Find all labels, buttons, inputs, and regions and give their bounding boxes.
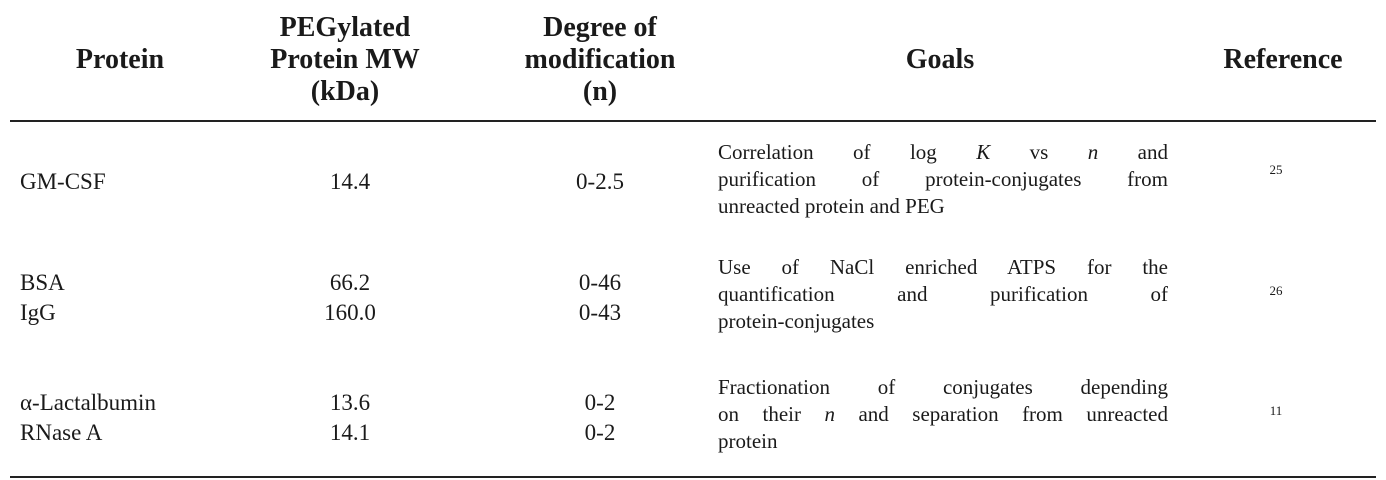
goals-line: quantification and purification of	[718, 282, 1168, 306]
header-protein-line: Protein	[75, 44, 165, 75]
header-goals-line: Goals	[905, 44, 975, 75]
row-1-protein	[20, 167, 106, 197]
mw-value: 14.4	[329, 169, 371, 194]
mw-value: 14.1	[329, 420, 371, 445]
degree-value: 0-2.5	[576, 169, 624, 194]
protein-name: α-Lactalbumin	[20, 390, 156, 415]
bottom-rule	[10, 476, 1376, 478]
row-2-reference: 26	[1269, 283, 1283, 298]
row-2-mw	[280, 268, 420, 328]
row-2-degree	[530, 268, 670, 328]
header-mw	[240, 0, 450, 120]
goals-line: purification of protein-conjugates from	[718, 167, 1168, 191]
header-mw-line-2: Protein MW	[270, 44, 420, 75]
header-protein	[40, 0, 200, 120]
pegylation-table	[10, 0, 1376, 480]
goals-line: protein	[718, 429, 778, 453]
goals-line: Use of NaCl enriched ATPS for the	[718, 255, 1168, 279]
header-degree-line-3: (n)	[582, 76, 618, 107]
header-mw-line-3: (kDa)	[310, 76, 380, 107]
goals-line: on their n and separation from unreacted	[718, 402, 1168, 426]
row-1-reference: 25	[1269, 162, 1283, 177]
degree-value: 0-2	[584, 390, 616, 415]
row-2-goals	[718, 254, 1168, 335]
mw-value: 66.2	[329, 270, 371, 295]
goals-line: protein-conjugates	[718, 309, 875, 333]
row-1-mw	[280, 167, 420, 197]
row-1-goals	[718, 139, 1168, 220]
header-degree-line-1: Degree of	[543, 12, 657, 43]
header-degree-line-2: modification	[524, 44, 676, 75]
goals-line: unreacted protein and PEG	[718, 194, 945, 218]
header-reference	[1190, 0, 1376, 120]
row-3-mw	[280, 388, 420, 448]
degree-value: 0-43	[578, 300, 622, 325]
protein-name: GM-CSF	[20, 169, 106, 194]
goals-line: Correlation of log K vs n and	[718, 140, 1168, 164]
header-rule	[10, 120, 1376, 122]
mw-value: 160.0	[324, 300, 376, 325]
row-2-proteins	[20, 268, 65, 328]
degree-value: 0-2	[584, 420, 616, 445]
row-3-goals	[718, 374, 1168, 455]
mw-value: 13.6	[329, 390, 371, 415]
protein-name: BSA	[20, 270, 65, 295]
header-degree	[490, 0, 710, 120]
row-1-degree	[530, 167, 670, 197]
protein-name: RNase A	[20, 420, 103, 445]
degree-value: 0-46	[578, 270, 622, 295]
header-goals	[790, 0, 1090, 120]
header-mw-line-1: PEGylated	[279, 12, 411, 43]
row-3-proteins	[20, 388, 156, 448]
row-3-degree	[530, 388, 670, 448]
goals-line: Fractionation of conjugates depending	[718, 375, 1168, 399]
header-reference-line: Reference	[1223, 44, 1343, 75]
protein-name: IgG	[20, 300, 56, 325]
row-3-reference: 11	[1269, 403, 1283, 418]
